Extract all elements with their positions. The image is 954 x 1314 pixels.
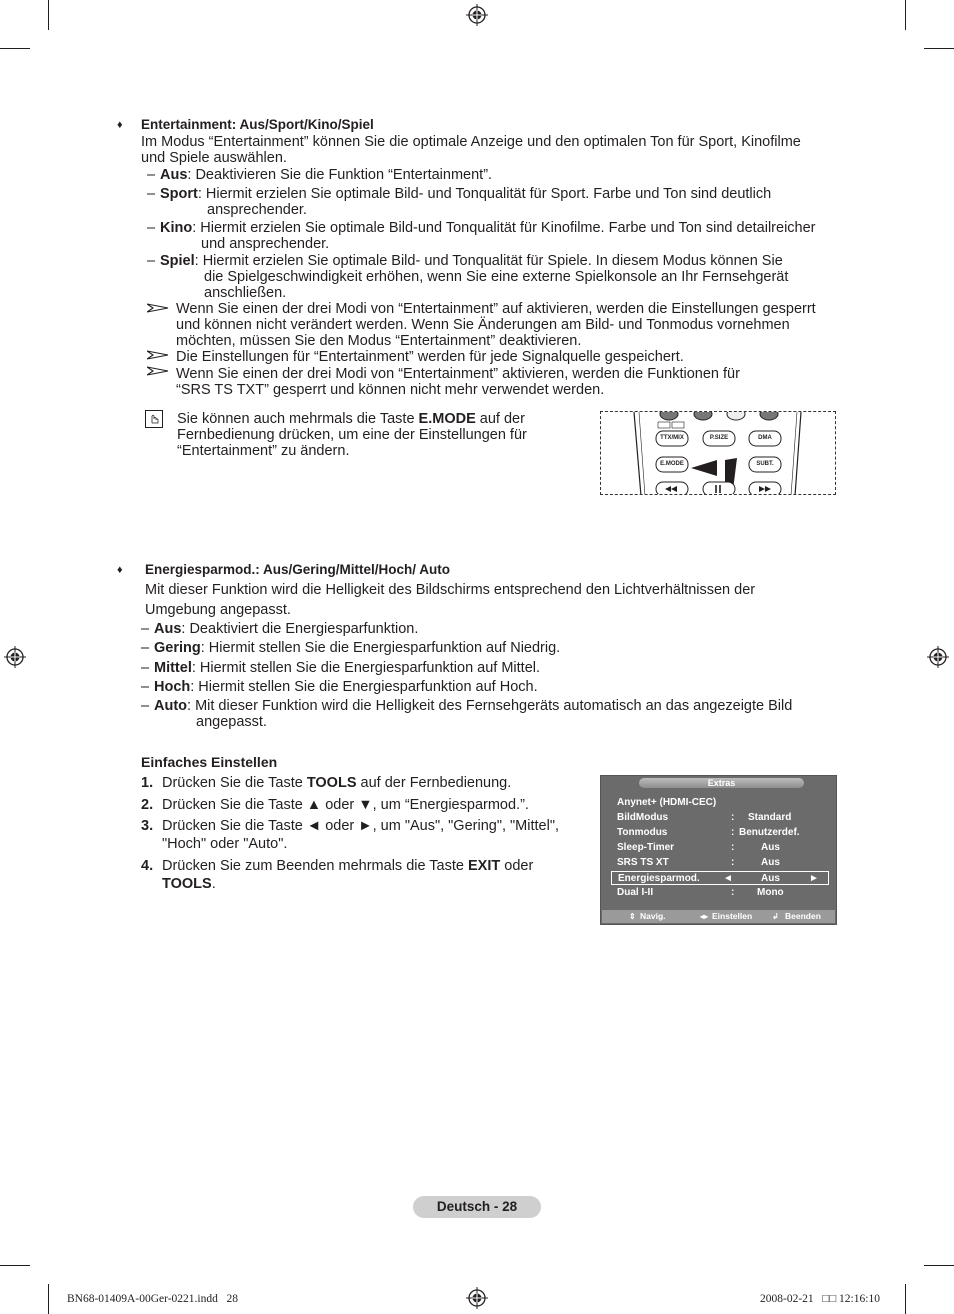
- menu-title: Extras: [639, 778, 804, 788]
- crop-mark: [0, 1265, 30, 1266]
- option-spiel-cont: anschließen.: [204, 285, 287, 301]
- print-file-info: BN68-01409A-00Ger-0221.indd 28: [67, 1293, 238, 1305]
- tip-text: “Entertainment” zu ändern.: [177, 443, 350, 459]
- remote-button-ttx: TTX/MIX: [660, 435, 684, 441]
- registration-mark-icon: [466, 4, 488, 26]
- menu-row[interactable]: SRS TS XT : Aus: [617, 857, 780, 868]
- note-text: möchten, müssen Sie den Modus “Entertainment” deaktivieren.: [176, 333, 582, 349]
- crop-mark: [905, 0, 906, 30]
- remote-button-emode: E.MODE: [660, 461, 684, 467]
- print-date-info: 2008-02-21 □□ 12:16:10: [760, 1293, 880, 1305]
- option-sport-cont: ansprechender.: [207, 202, 307, 218]
- dash: –: [141, 640, 150, 656]
- footer-exit-label: Beenden: [785, 911, 821, 921]
- step-text: Drücken Sie die Taste ▲ oder ▼, um “Energiesparmod.”.: [162, 797, 529, 813]
- option-gering: Gering: Hiermit stellen Sie die Energiesparfunktion auf Niedrig.: [154, 640, 561, 656]
- tip-text: Fernbedienung drücken, um eine der Einstellungen für: [177, 427, 527, 443]
- option-hoch: Hoch: Hiermit stellen Sie die Energiesparfunktion auf Hoch.: [154, 679, 538, 695]
- dash: –: [147, 220, 156, 236]
- crop-mark: [48, 0, 49, 30]
- footer-nav-label: Navig.: [640, 911, 666, 921]
- page-number-badge: Deutsch - 28: [413, 1196, 541, 1218]
- note-arrow-icon: [147, 350, 169, 360]
- energy-intro: Umgebung angepasst.: [145, 602, 291, 618]
- remote-button-subt: SUBT.: [756, 461, 774, 467]
- extras-menu: [600, 775, 837, 925]
- registration-mark-icon: [4, 646, 26, 668]
- dash: –: [147, 167, 156, 183]
- steps-heading: Einfaches Einstellen: [141, 754, 278, 770]
- entertainment-intro: und Spiele auswählen.: [141, 150, 287, 166]
- step-number: 1.: [141, 775, 154, 791]
- option-kino: Kino: Hiermit erzielen Sie optimale Bild-und Tonqualität für Kinofilme. Farbe und Ton sind detailreicher: [160, 220, 816, 236]
- bullet-diamond-icon: ♦: [117, 564, 123, 576]
- menu-row[interactable]: Anynet+ (HDMI-CEC): [617, 797, 717, 808]
- remote-control-illustration: [600, 411, 836, 495]
- step-text: Drücken Sie die Taste TOOLS auf der Fernbedienung.: [162, 775, 512, 791]
- registration-mark-icon: [927, 646, 949, 668]
- menu-row[interactable]: Tonmodus : Benutzerdef.: [617, 827, 800, 838]
- option-spiel-cont: die Spielgeschwindigkeit erhöhen, wenn Sie eine externe Spielkonsole an Ihr Fernsehgerät: [204, 269, 789, 285]
- crop-mark: [0, 48, 30, 49]
- option-auto-cont: angepasst.: [196, 714, 267, 730]
- bullet-diamond-icon: ♦: [117, 119, 123, 131]
- step-number: 2.: [141, 797, 154, 813]
- dash: –: [141, 621, 150, 637]
- step-text: Drücken Sie zum Beenden mehrmals die Taste EXIT oder: [162, 858, 534, 874]
- option-kino-cont: und ansprechender.: [201, 236, 330, 252]
- step-text: TOOLS.: [162, 876, 216, 892]
- hand-tip-icon: [145, 410, 163, 428]
- crop-mark: [924, 1265, 954, 1266]
- menu-row[interactable]: Sleep-Timer : Aus: [617, 842, 780, 853]
- entertainment-intro: Im Modus “Entertainment” können Sie die optimale Anzeige und den optimalen Ton für Sport, Kinofilme: [141, 134, 801, 150]
- entertainment-heading: Entertainment: Aus/Sport/Kino/Spiel: [141, 117, 374, 132]
- remote-button-psize: P.SIZE: [709, 435, 729, 441]
- step-text: Drücken Sie die Taste ◄ oder ►, um "Aus", "Gering", "Mittel",: [162, 818, 559, 834]
- note-text: und können nicht verändert werden. Wenn Sie Änderungen am Bild- und Tonmodus vornehmen: [176, 317, 790, 333]
- note-text: Wenn Sie einen der drei Modi von “Entertainment” aktivieren, werden die Funktionen für: [176, 366, 740, 382]
- step-text: "Hoch" oder "Auto".: [162, 836, 288, 852]
- tip-text: Sie können auch mehrmals die Taste E.MODE auf der: [177, 411, 525, 427]
- remote-button-dma: DMA: [758, 435, 772, 441]
- crop-mark: [48, 1284, 49, 1314]
- exit-icon: ↲: [772, 912, 779, 921]
- option-mittel: Mittel: Hiermit stellen Sie die Energiesparfunktion auf Mittel.: [154, 660, 541, 676]
- crop-mark: [924, 48, 954, 49]
- updown-icon: ⇕: [629, 912, 636, 921]
- dash: –: [141, 660, 150, 676]
- note-text: Die Einstellungen für “Entertainment” werden für jede Signalquelle gespeichert.: [176, 349, 684, 365]
- dash: –: [141, 698, 150, 714]
- dash: –: [141, 679, 150, 695]
- menu-row[interactable]: BildModus : Standard: [617, 812, 792, 823]
- registration-mark-icon: [466, 1287, 488, 1309]
- option-aus: Aus: Deaktivieren Sie die Funktion “Entertainment”.: [160, 167, 493, 183]
- dash: –: [147, 253, 156, 269]
- menu-footer: [602, 910, 835, 923]
- dash: –: [147, 186, 156, 202]
- option-sport: Sport: Hiermit erzielen Sie optimale Bild- und Tonqualität für Sport. Farbe und Ton sind deutlich: [160, 186, 772, 202]
- leftright-icon: ◂▸: [700, 912, 709, 921]
- option-auto: Auto: Mit dieser Funktion wird die Helligkeit des Fernsehgeräts automatisch an das angezeigte Bild: [154, 698, 793, 714]
- energy-intro: Mit dieser Funktion wird die Helligkeit des Bildschirms entsprechend den Lichtverhältnissen der: [145, 582, 756, 598]
- footer-set-label: Einstellen: [712, 911, 753, 921]
- option-spiel: Spiel: Hiermit erzielen Sie optimale Bild- und Tonqualität für Spiele. In diesem Modus können Sie: [160, 253, 783, 269]
- note-arrow-icon: [147, 303, 169, 313]
- energy-heading: Energiesparmod.: Aus/Gering/Mittel/Hoch/ Auto: [145, 562, 451, 577]
- step-number: 4.: [141, 858, 154, 874]
- note-arrow-icon: [147, 366, 169, 376]
- menu-row[interactable]: Dual I-II : Mono: [617, 887, 784, 898]
- option-aus: Aus: Deaktiviert die Energiesparfunktion.: [154, 621, 419, 637]
- note-text: Wenn Sie einen der drei Modi von “Entertainment” auf aktivieren, werden die Einstellungen gesperrt: [176, 301, 816, 317]
- note-text: “SRS TS TXT” gesperrt und können nicht mehr verwendet werden.: [176, 382, 605, 398]
- menu-row-selected[interactable]: Energiesparmod. ◄ Aus ►: [611, 871, 829, 885]
- crop-mark: [905, 1284, 906, 1314]
- step-number: 3.: [141, 818, 154, 834]
